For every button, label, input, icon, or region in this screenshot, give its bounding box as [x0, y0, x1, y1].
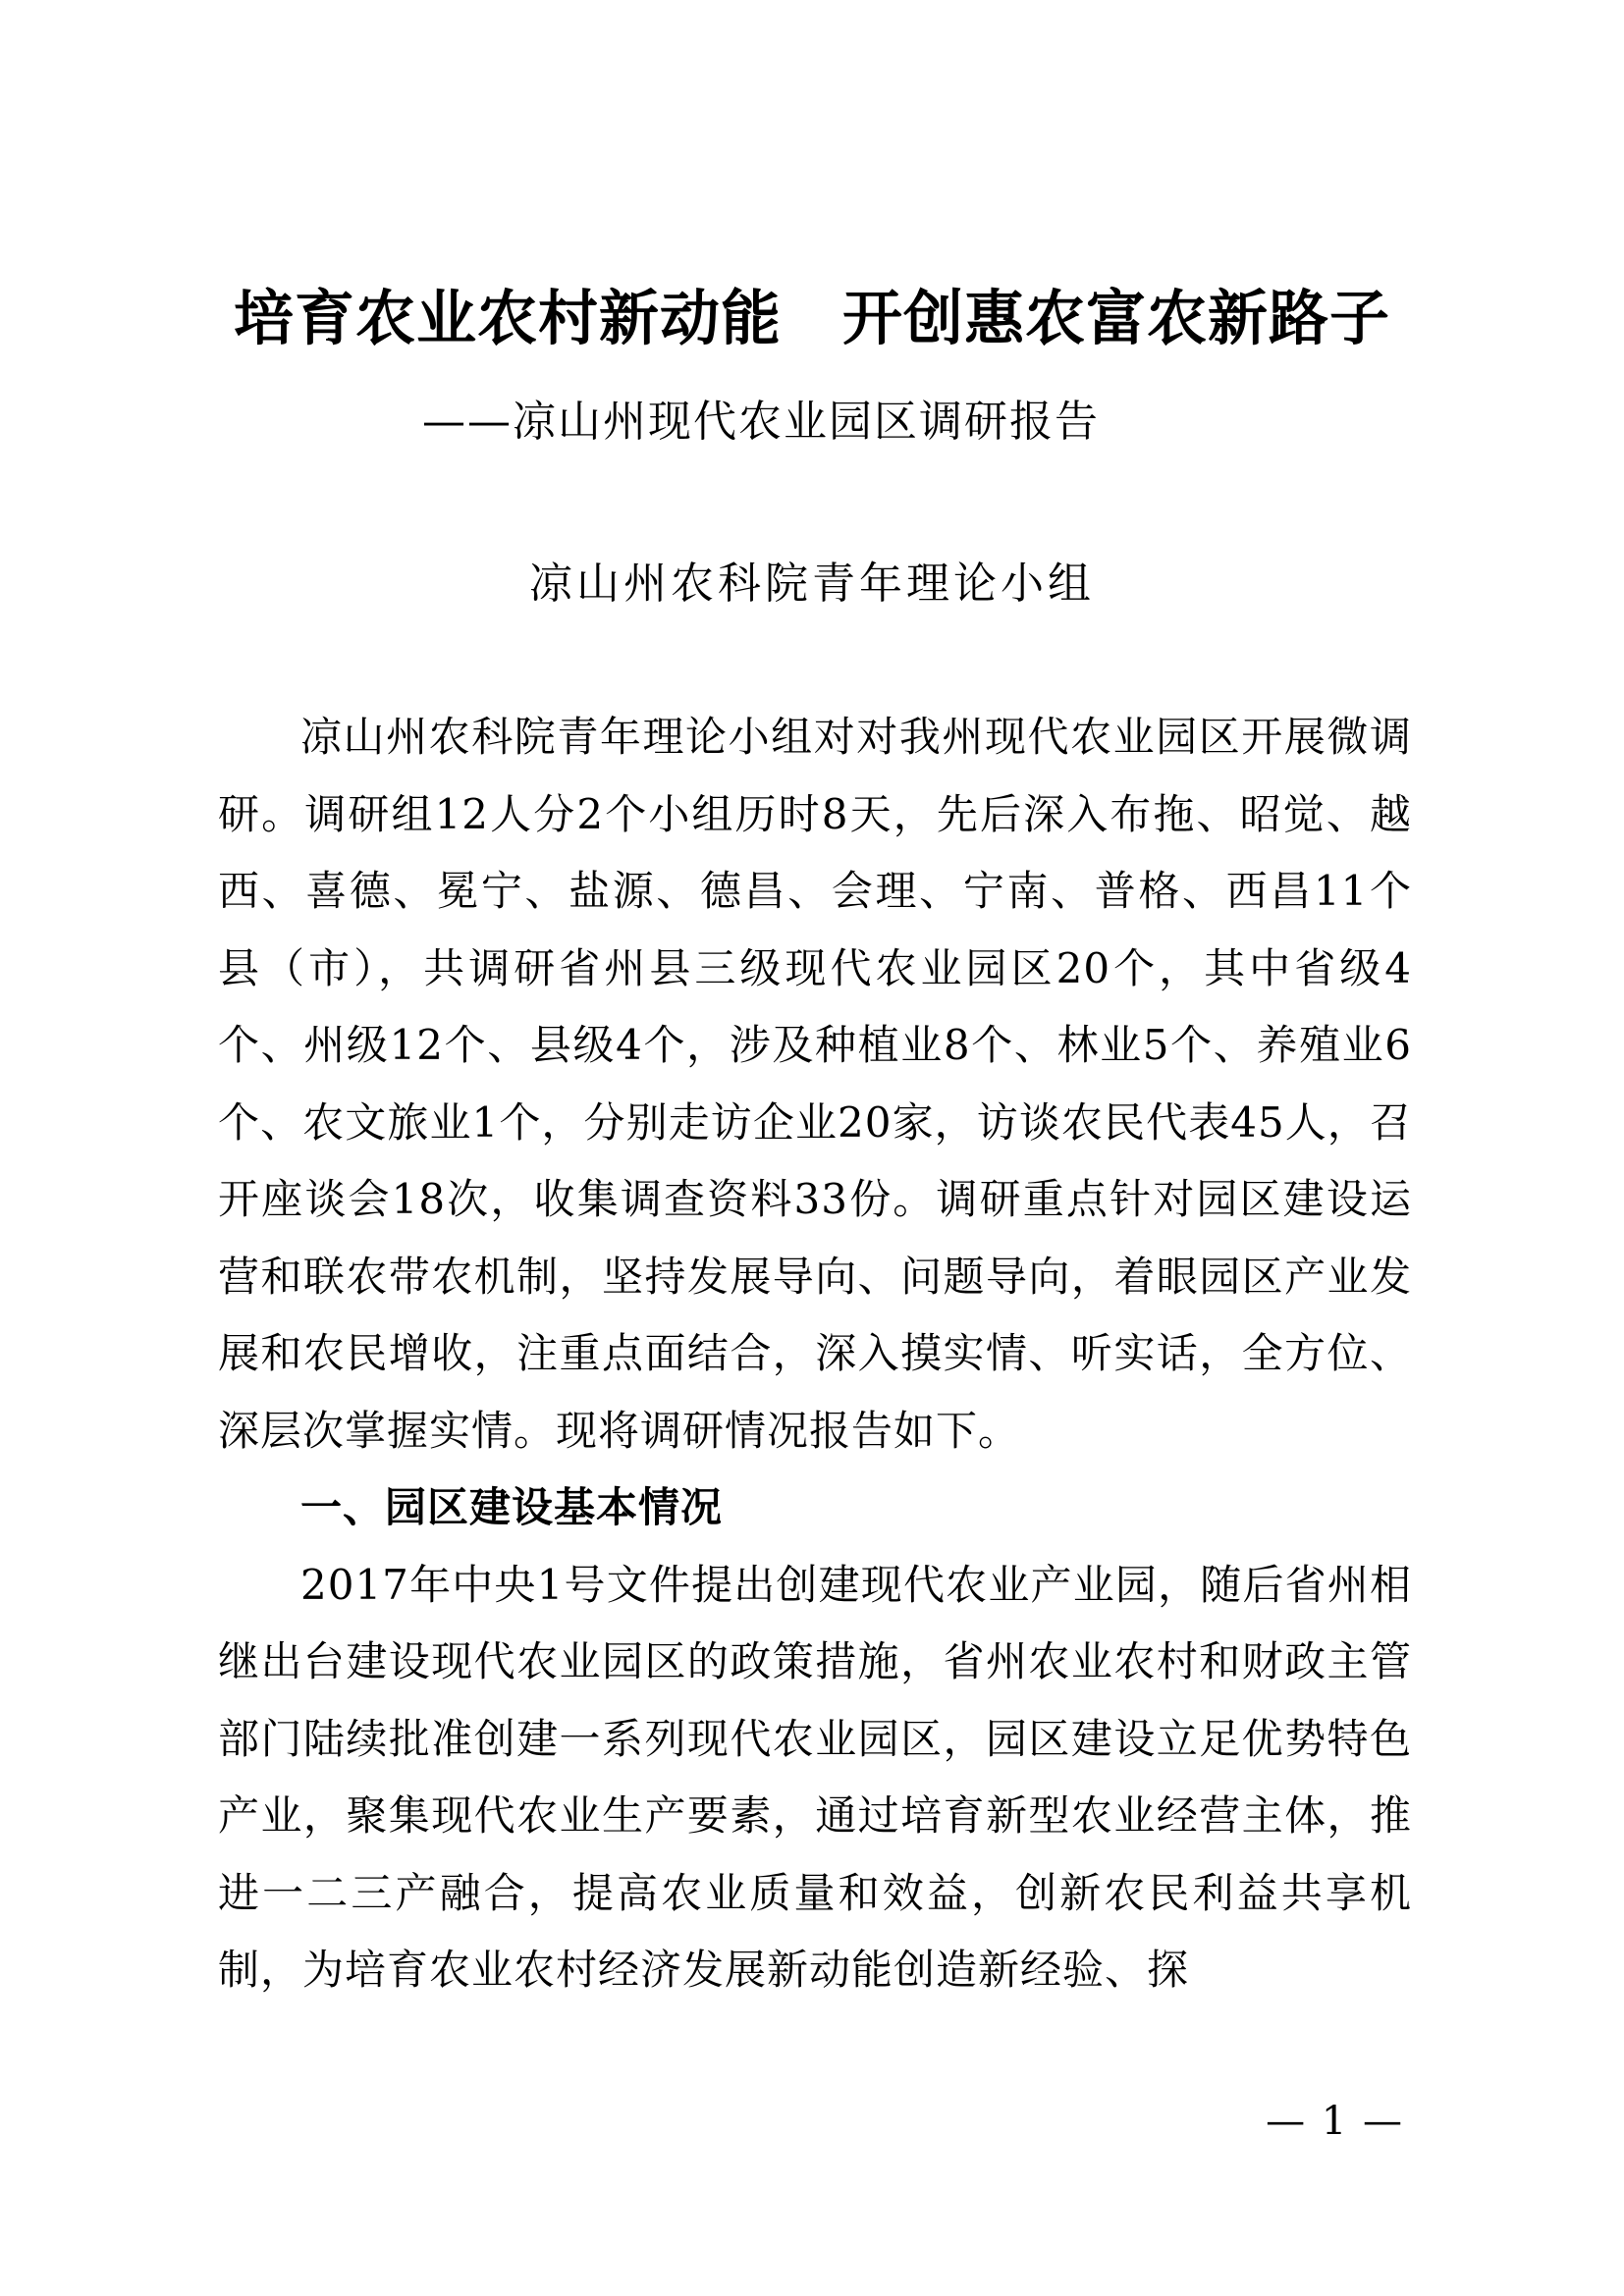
section-heading: 一、园区建设基本情况	[300, 1483, 724, 1531]
document-body	[218, 699, 1412, 2009]
document-subtitle: ——凉山州现代农业园区调研报告	[422, 397, 1100, 447]
paragraph-intro: 凉山州农科院青年理论小组对对我州现代农业园区开展微调研。调研组12人分2个小组历时8天，先后深入布拖、昭觉、越西、喜德、冕宁、盐源、德昌、会理、宁南、普格、西昌11个县（市），共调研省州县三级现代农业园区20个，其中省级4个、州级12个、县级4个，涉及种植业8个、林业5个、养殖业6个、农文旅业1个，分别走访企业20家，访谈农民代表45人，召开座谈会18次，收集调查资料33份。调研重点针对园区建设运营和联农带农机制，坚持发展导向、问题导向，着眼园区产业发展和农民增收，注重点面结合，深入摸实情、听实话，全方位、深层次掌握实情。现将调研情况报告如下。	[218, 713, 1412, 1455]
document-title: 培育农业农村新动能 开创惠农富农新路子	[233, 284, 1390, 353]
document-author: 凉山州农科院青年理论小组	[529, 559, 1095, 609]
page-number: — 1 —	[1266, 2099, 1404, 2144]
paragraph-section-1: 2017年中央1号文件提出创建现代农业产业园，随后省州相继出台建设现代农业园区的政策措施，省州农业农村和财政主管部门陆续批准创建一系列现代农业园区，园区建设立足优势特色产业，聚集现代农业生产要素，通过培育新型农业经营主体，推进一二三产融合，提高农业质量和效益，创新农民利益共享机制，为培育农业农村经济发展新动能创造新经验、探	[218, 1560, 1412, 1994]
